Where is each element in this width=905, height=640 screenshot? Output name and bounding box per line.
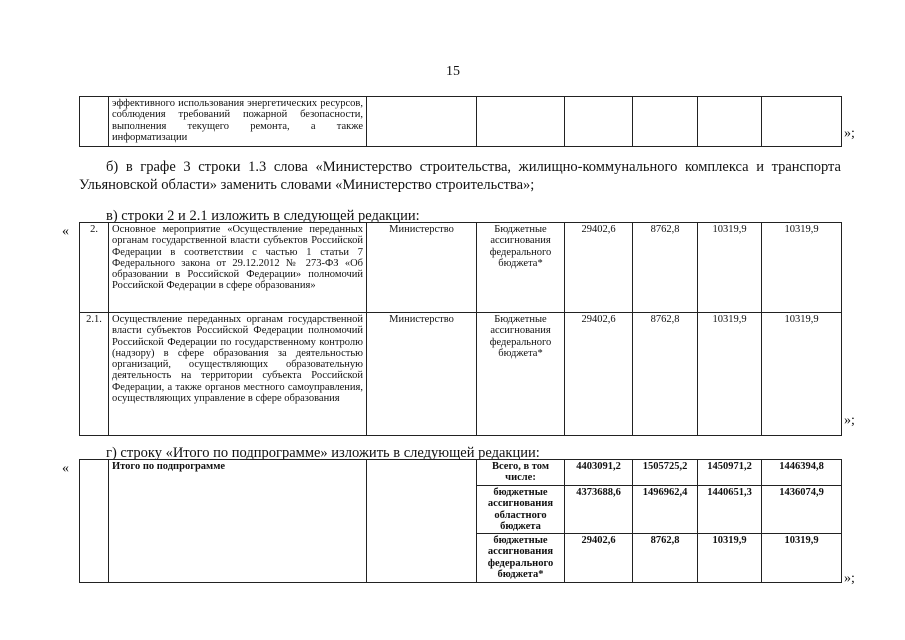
row-value-1: 4403091,2 [565, 460, 633, 486]
cell-empty [80, 460, 109, 583]
row-value-3: 1450971,2 [698, 460, 762, 486]
row-value-2: 8762,8 [633, 534, 698, 583]
cell-empty [367, 97, 477, 147]
row-executor: Министерство [367, 223, 477, 313]
row-number: 2.1. [80, 313, 109, 436]
top-table-fragment [79, 96, 842, 147]
row-text: Осуществление переданных органам государственной власти субъектов Российской Федерации полномочий Российской Федерации по государственному контролю (надзору) в сфере образования за деятельностью организаций, осуществляющих образовательную деятельность на территории субъекта Российской Федерации, а также органов местного самоуправления, осуществляющих управление в сфере образования [109, 313, 367, 436]
row-value-4: 10319,9 [762, 534, 842, 583]
row-source: Бюджетные ассигнования федерального бюджета* [477, 223, 565, 313]
row-value-1: 29402,6 [565, 223, 633, 313]
row-value-4: 10319,9 [762, 223, 842, 313]
table-row [80, 223, 842, 313]
row-value-2: 8762,8 [633, 223, 698, 313]
cell-empty [698, 97, 762, 147]
row-label: бюджетные ассигнования областного бюджета [477, 486, 565, 534]
row-value-1: 29402,6 [565, 313, 633, 436]
cell-empty [80, 97, 109, 147]
paragraph-g: г) строку «Итого по подпрограмме» изложить в следующей редакции: [106, 445, 540, 461]
cell-empty [762, 97, 842, 147]
open-quote-mid: « [62, 224, 69, 239]
cell-empty [477, 97, 565, 147]
row-value-3: 1440651,3 [698, 486, 762, 534]
close-quote-mid: »; [844, 413, 855, 428]
row-value-1: 29402,6 [565, 534, 633, 583]
mid-table [79, 222, 842, 436]
top-table-text: эффективного использования энергетических ресурсов, соблюдения требований пожарной безопасности, выполнения текущего ремонта, а также информатизации [109, 97, 367, 147]
paragraph-b [79, 158, 841, 194]
row-text: Основное мероприятие «Осуществление переданных органам государственной власти субъектов Российской Федерации в соответствии с частью 1 статьи 7 Федерального закона от 29.12.2012 № 273-ФЗ «Об образовании в Российской Федерации» полномочий Российской Федерации в сфере образования» [109, 223, 367, 313]
row-value-4: 1446394,8 [762, 460, 842, 486]
paragraph-v: в) строки 2 и 2.1 изложить в следующей редакции: [106, 208, 420, 224]
row-number: 2. [80, 223, 109, 313]
cell-empty [367, 460, 477, 583]
row-value-2: 1505725,2 [633, 460, 698, 486]
row-value-3: 10319,9 [698, 313, 762, 436]
row-value-3: 10319,9 [698, 534, 762, 583]
row-executor: Министерство [367, 313, 477, 436]
cell-empty [633, 97, 698, 147]
row-value-1: 4373688,6 [565, 486, 633, 534]
row-value-3: 10319,9 [698, 223, 762, 313]
row-value-2: 8762,8 [633, 313, 698, 436]
row-label: бюджетные ассигнования федерального бюджета* [477, 534, 565, 583]
cell-empty [565, 97, 633, 147]
row-source: Бюджетные ассигнования федерального бюджета* [477, 313, 565, 436]
row-value-4: 10319,9 [762, 313, 842, 436]
table-row [80, 313, 842, 436]
open-quote-bottom: « [62, 461, 69, 476]
close-quote-bottom: »; [844, 571, 855, 586]
close-quote-top: »; [844, 126, 855, 141]
paragraph-b-text: б) в графе 3 строки 1.3 слова «Министерство строительства, жилищно-коммунального комплекса и транспорта Ульяновской области» заменить словами «Министерство строительства»; [79, 159, 841, 193]
row-value-4: 1436074,9 [762, 486, 842, 534]
row-label: Всего, в том числе: [477, 460, 565, 486]
row-value-2: 1496962,4 [633, 486, 698, 534]
bottom-table [79, 459, 842, 583]
bottom-table-title: Итого по подпрограмме [109, 460, 367, 583]
page-number: 15 [446, 64, 460, 79]
table-row [80, 460, 842, 486]
